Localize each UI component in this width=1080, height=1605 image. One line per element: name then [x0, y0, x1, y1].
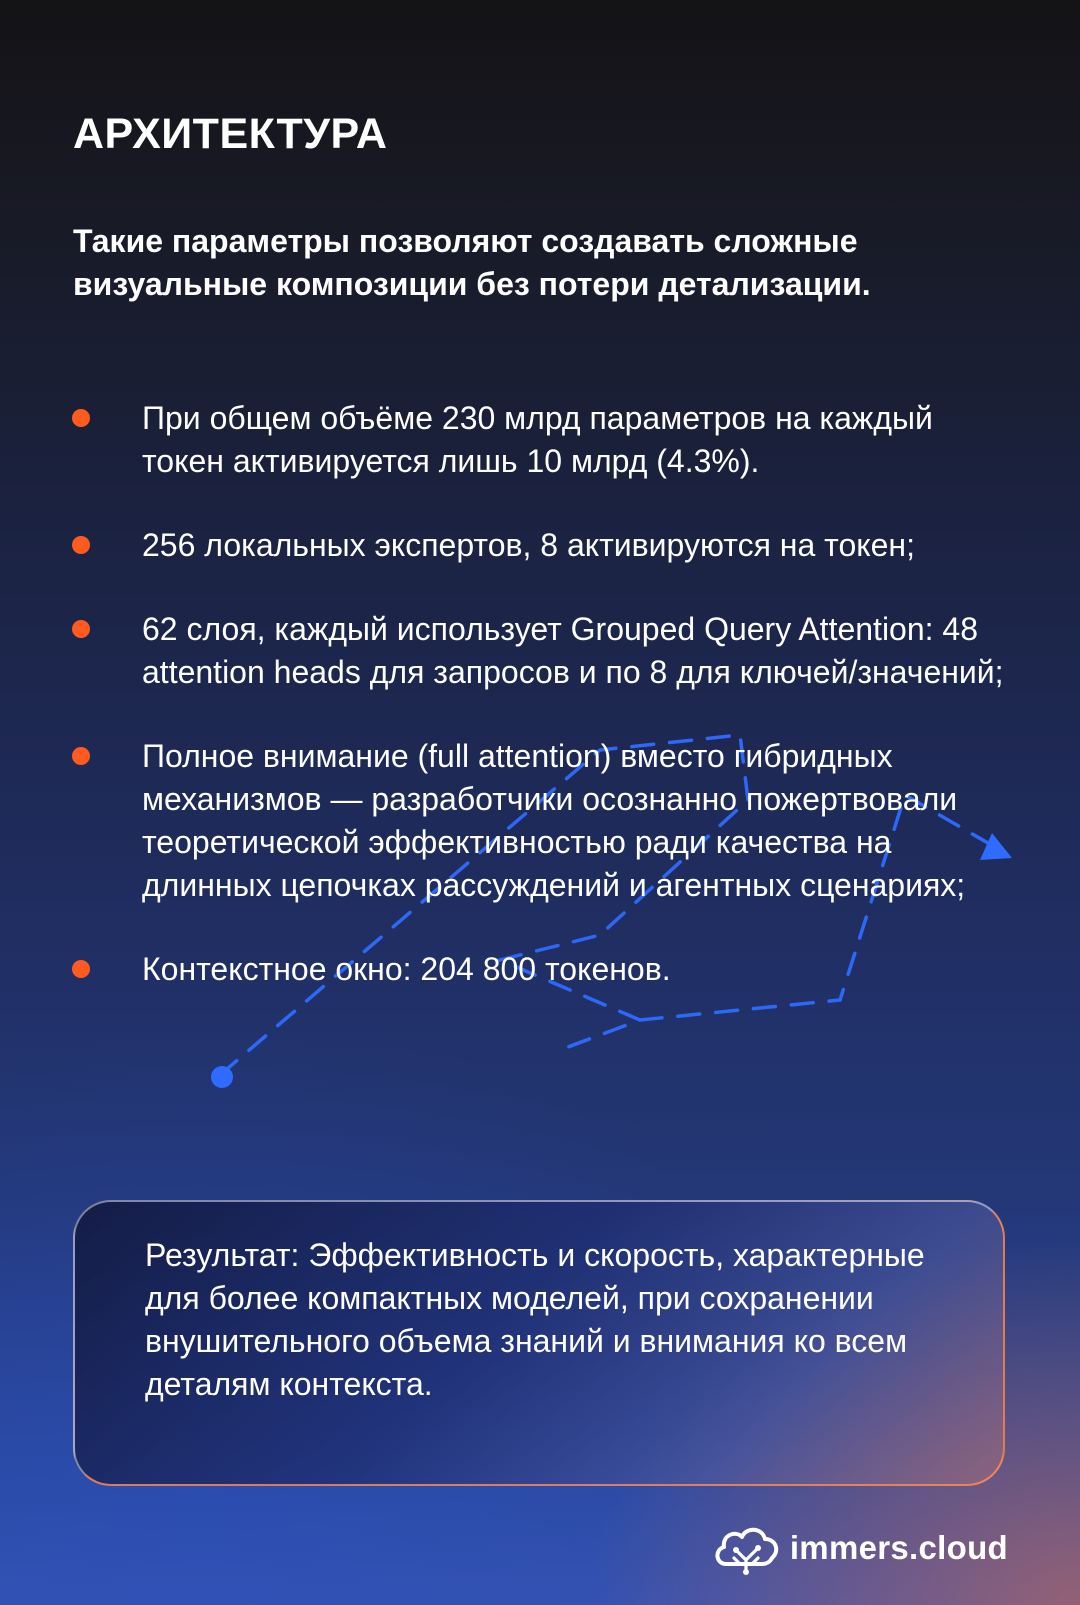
page-title: АРХИТЕКТУРА	[73, 110, 388, 158]
bullet-item	[0, 735, 1080, 907]
bullet-text: При общем объёме 230 млрд параметров на каждый токен активируется лишь 10 млрд (4.3%).	[142, 400, 933, 479]
brand-name: immers.cloud	[789, 1529, 1008, 1566]
bullet-dot-icon	[72, 620, 90, 638]
bullet-text: Полное внимание (full attention) вместо гибридных механизмов — разработчики осознанно пожертвовали теоретической эффективностью ради качества на длинных цепочках рассуждений и агентных сценариях;	[142, 738, 966, 903]
bullet-dot-icon	[72, 747, 90, 765]
cloud-circuit-icon	[712, 1520, 782, 1576]
bullet-item	[0, 397, 1080, 483]
bullet-item	[0, 524, 1080, 567]
bullet-dot-icon	[72, 409, 90, 427]
brand-logo	[712, 1520, 1008, 1576]
bullet-text: Контекстное окно: 204 800 токенов.	[142, 951, 671, 987]
result-callout	[73, 1200, 1005, 1486]
result-text: Результат: Эффективность и скорость, характерные для более компактных моделей, при сохранении внушительного объема знаний и внимания ко всем деталям контекста.	[145, 1237, 925, 1402]
bullet-text: 256 локальных экспертов, 8 активируются на токен;	[142, 527, 915, 563]
lead-paragraph: Такие параметры позволяют создавать сложные визуальные композиции без потери детализации.	[73, 223, 871, 302]
bullet-dot-icon	[72, 536, 90, 554]
bullet-dot-icon	[72, 960, 90, 978]
bullet-item	[0, 608, 1080, 694]
bullet-item	[0, 948, 1080, 991]
bullet-text: 62 слоя, каждый использует Grouped Query Attention: 48 attention heads для запросов и по 8 для ключей/значений;	[142, 611, 1004, 690]
bullet-list	[0, 397, 1080, 1032]
